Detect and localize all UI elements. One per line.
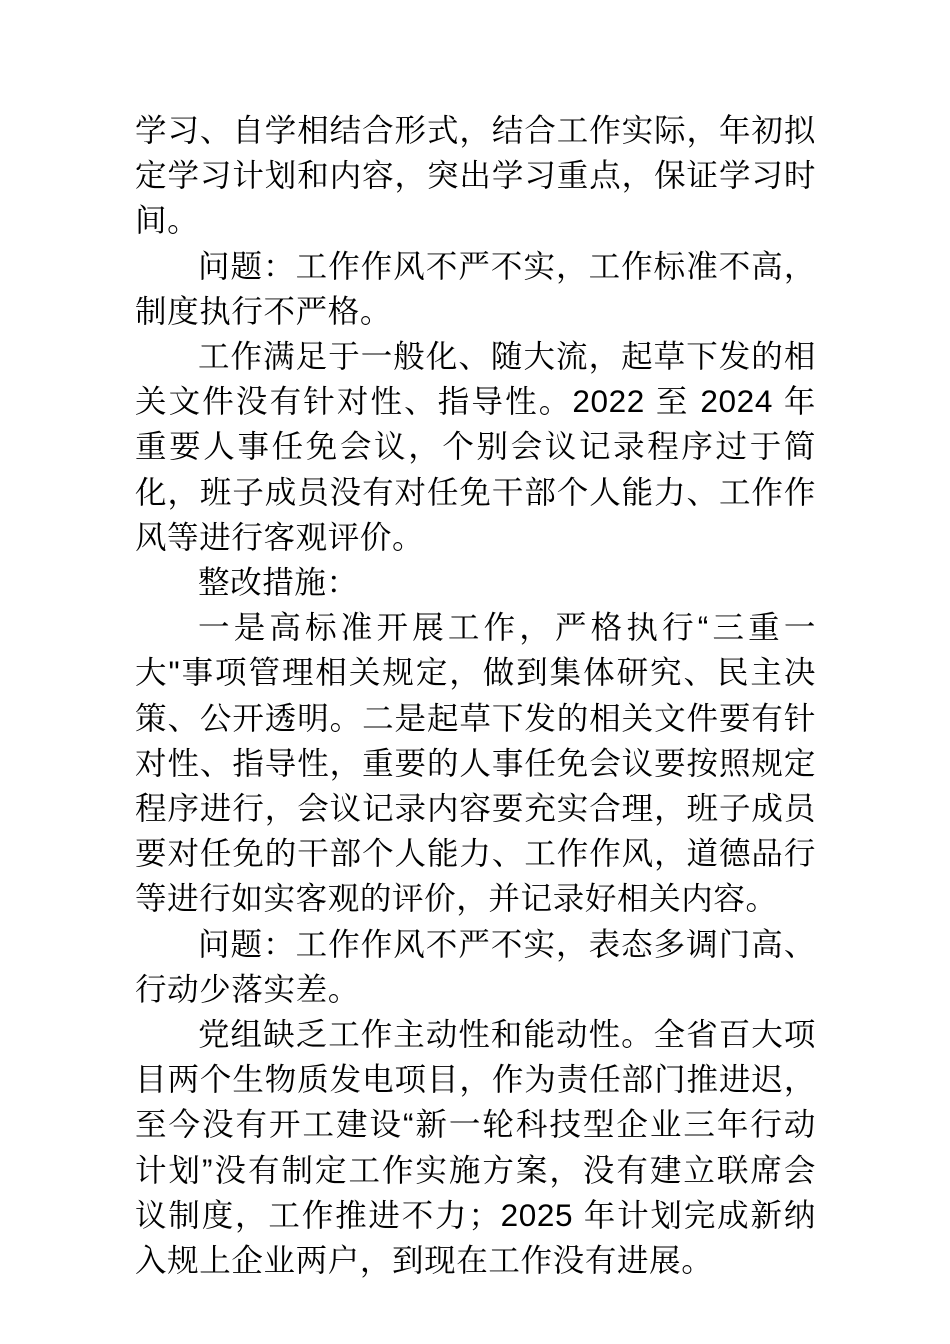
paragraph-problem-heading-2: 问题：工作作风不严不实，表态多调门高、行动少落实差。 bbox=[135, 925, 816, 1007]
paragraph-problem-detail-2: 党组缺乏工作主动性和能动性。全省百大项目两个生物质发电项目，作为责任部门推进迟，至今没有开工建设“新一轮科技型企业三年行动计划”没有制定工作实施方案，没有建立联席会议制度，工作推进不力；2025 年计划完成新纳入规上企业两户，到现在工作没有进展。 bbox=[135, 1016, 816, 1279]
document-text-body bbox=[135, 108, 816, 1283]
paragraph-rectification-detail: 一是高标准开展工作，严格执行“三重一大"事项管理相关规定，做到集体研究、民主决策、公开透明。二是起草下发的相关文件要有针对性、指导性，重要的人事任免会议要按照规定程序进行，会议记录内容要充实合理，班子成员要对任免的干部个人能力、工作作风，道德品行等进行如实客观的评价，并记录好相关内容。 bbox=[135, 609, 816, 917]
paragraph-problem-detail-1: 工作满足于一般化、随大流，起草下发的相关文件没有针对性、指导性。2022 至 2024 年重要人事任免会议，个别会议记录程序过于简化，班子成员没有对任免干部个人能力、工作作风等进行客观评价。 bbox=[135, 338, 816, 555]
paragraph-study-plan-continuation: 学习、自学相结合形式，结合工作实际，年初拟定学习计划和内容，突出学习重点，保证学习时间。 bbox=[135, 112, 816, 239]
paragraph-rectification-heading: 整改措施： bbox=[198, 564, 359, 601]
paragraph-problem-heading-1: 问题：工作作风不严不实，工作标准不高，制度执行不严格。 bbox=[135, 247, 816, 329]
